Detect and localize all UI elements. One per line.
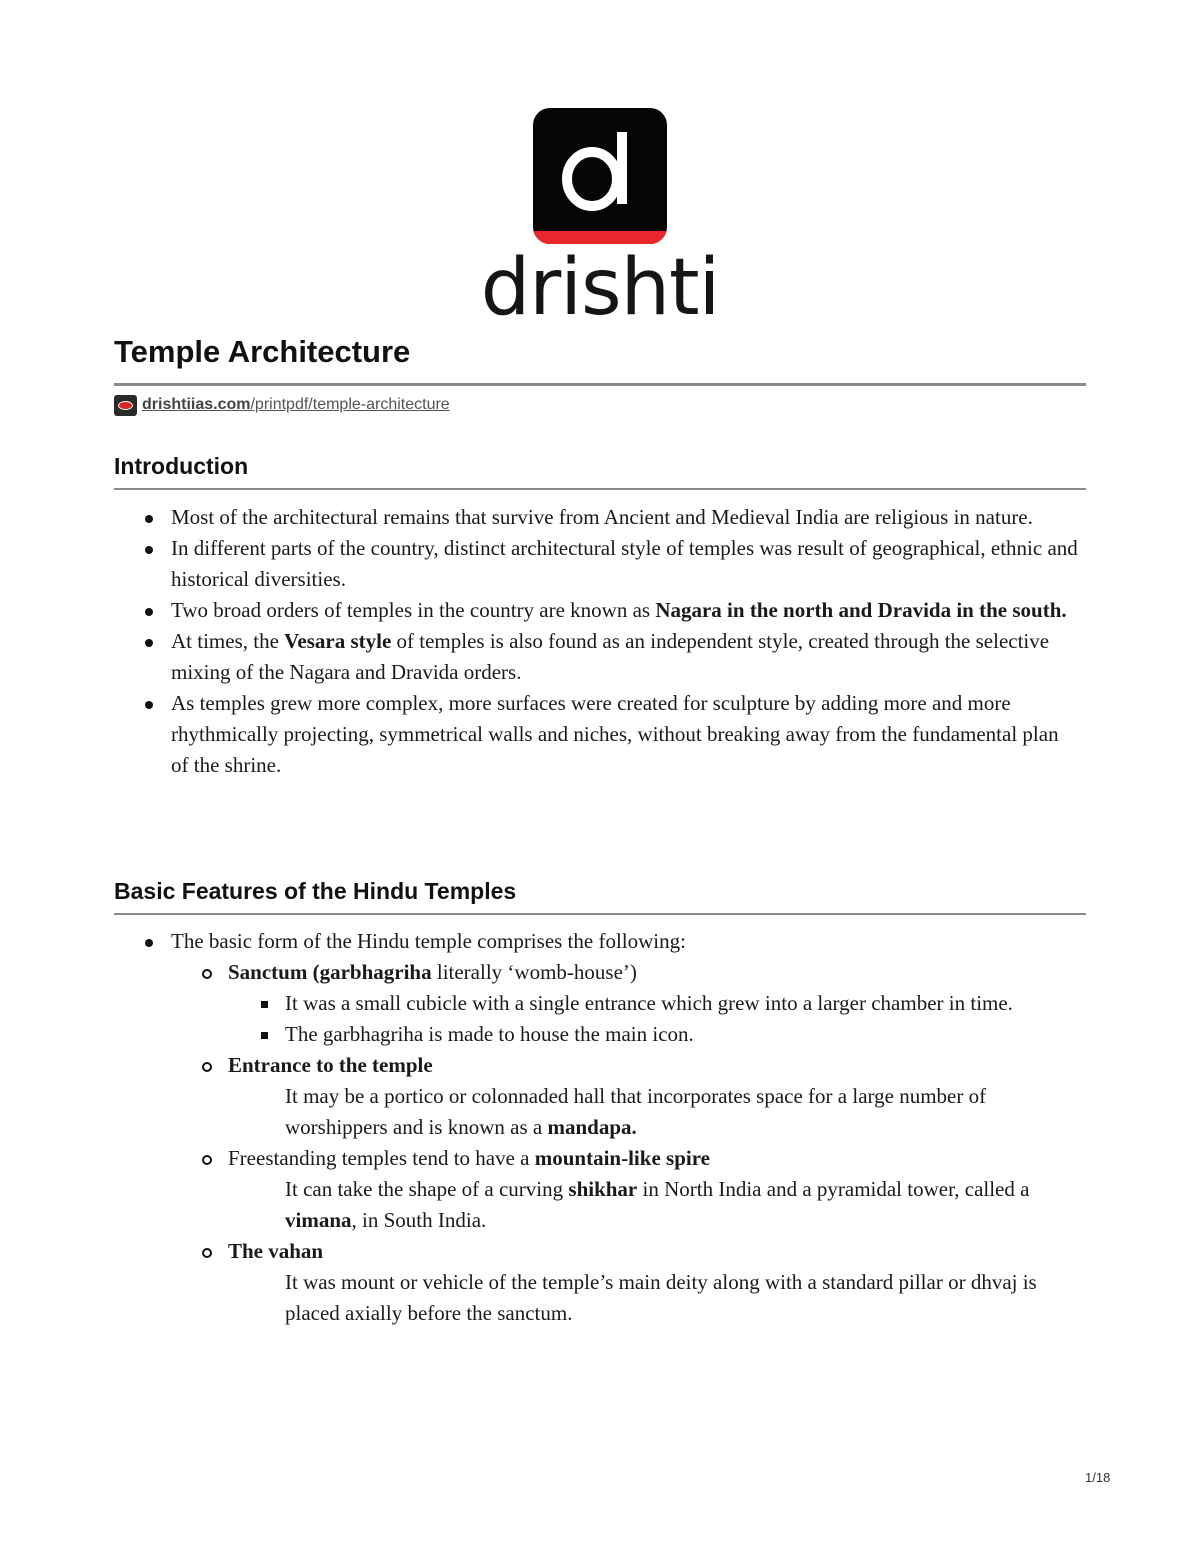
page-title: Temple Architecture <box>114 334 411 369</box>
list-item: At times, the Vesara style of temples is also found as an independent style, created through the selective mixing of the Nagara and Dravida orders. <box>0 626 1079 688</box>
list-item: As temples grew more complex, more surfaces were created for sculpture by adding more and more rhythmically projecting, symmetrical walls and niches, without breaking away from the fundamental plan of the shrine. <box>0 688 1079 781</box>
section-divider <box>114 913 1086 915</box>
spire-description: It can take the shape of a curving shikhar in North India and a pyramidal tower, called a vimana, in South India. <box>285 1177 1030 1232</box>
list-item: Two broad orders of temples in the country are known as Nagara in the north and Dravida in the south. <box>0 595 1079 626</box>
section-heading-basic-features: Basic Features of the Hindu Temples <box>114 878 517 904</box>
logo-wordmark: drishti <box>480 243 720 333</box>
title-divider <box>114 383 1086 386</box>
list-item-spire: Freestanding temples tend to have a mountain-like spire <box>0 1143 1079 1174</box>
list-item: Most of the architectural remains that survive from Ancient and Medieval India are religious in nature. <box>0 502 1079 533</box>
list-item: In different parts of the country, distinct architectural style of temples was result of geographical, ethnic and historical diversities. <box>0 533 1079 595</box>
vahan-description: It was mount or vehicle of the temple’s main deity along with a standard pillar or dhvaj is placed axially before the sanctum. <box>285 1270 1037 1325</box>
source-path: /printpdf/temple-architecture <box>250 396 450 413</box>
source-link-line <box>114 394 450 416</box>
introduction-list <box>0 502 1200 781</box>
section-heading-introduction: Introduction <box>114 453 249 479</box>
source-domain: drishtiias.com <box>142 396 251 413</box>
list-item: It was a small cubicle with a single entrance which grew into a larger chamber in time. <box>0 988 1079 1019</box>
site-favicon-icon <box>114 395 137 416</box>
page-number: 1/18 <box>1085 1470 1111 1485</box>
list-item-entrance: Entrance to the temple <box>0 1050 1079 1081</box>
list-item-sanctum: Sanctum (garbhagriha literally ‘womb-house’) <box>0 957 1079 988</box>
basic-features-list <box>0 926 1200 1329</box>
list-item: The garbhagriha is made to house the main icon. <box>0 1019 1079 1050</box>
list-item-vahan: The vahan <box>0 1236 1079 1267</box>
logo-d-icon <box>533 108 667 244</box>
source-link[interactable] <box>142 396 450 414</box>
section-divider <box>114 488 1086 490</box>
list-item: The basic form of the Hindu temple comprises the following: <box>0 926 1079 957</box>
entrance-description: It may be a portico or colonnaded hall that incorporates space for a large number of worshippers and is known as a mandapa. <box>285 1084 987 1139</box>
